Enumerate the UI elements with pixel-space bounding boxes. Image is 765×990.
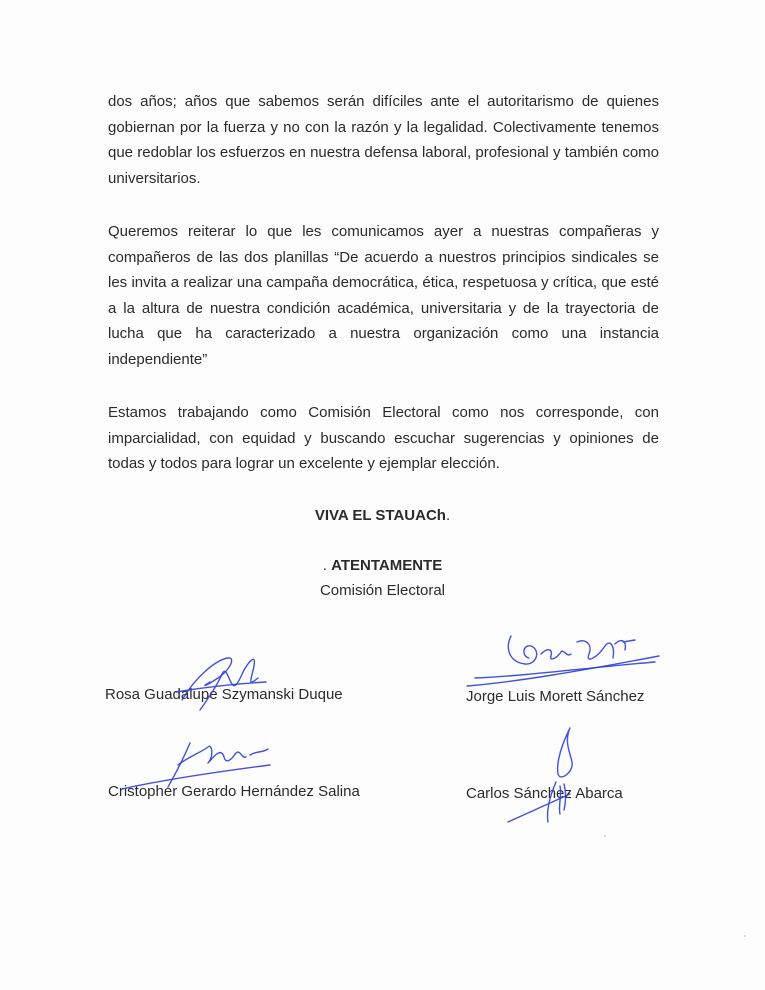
closing-line — [0, 557, 765, 574]
closing-word: ATENTAMENTE — [331, 557, 443, 574]
scan-speck — [604, 835, 606, 837]
signatory-name-2: Jorge Luis Morett Sánchez — [466, 688, 645, 705]
slogan-line — [0, 507, 765, 524]
signature-carlos — [500, 722, 590, 832]
slogan: VIVA EL STAUACh — [314, 507, 446, 524]
committee-name: Comisión Electoral — [319, 582, 446, 599]
signatory-name-3: Cristopher Gerardo Hernández Salina — [108, 783, 360, 800]
signatory-name-4: Carlos Sánchez Abarca — [466, 785, 623, 802]
scan-speck — [744, 935, 746, 937]
signature-jorge — [465, 628, 665, 696]
signature-rosa — [170, 648, 275, 718]
paragraph-3: Estamos trabajando como Comisión Electoral como nos corresponde, con imparcialidad, con equidad y buscando escuchar sugerencias y opiniones de todas y todos para lograr un excelente y ejemplar elección. — [108, 404, 659, 472]
paragraph-2: Queremos reiterar lo que les comunicamos ayer a nuestras compañeras y compañeros de las dos planillas “De acuerdo a nuestros principios sindicales se les invita a realizar una campaña democrática, ética, respetuosa y crítica, que esté a la altura de nuestra condición académica, universitaria y de la trayectoria de lucha que ha caracterizado a nuestra organización como una instancia independiente” — [108, 223, 659, 368]
slogan-period: . — [445, 507, 451, 524]
signatory-name-1: Rosa Guadalupe Szymanski Duque — [105, 686, 343, 703]
closing-prefix: . — [322, 557, 332, 574]
paragraph-1: dos años; años que sabemos serán difíciles ante el autoritarismo de quienes gobiernan por la fuerza y no con la razón y la legalidad. Colectivamente tenemos que redoblar los esfuerzos en nuestra defensa laboral, profesional y también como universitarios. — [108, 93, 659, 187]
